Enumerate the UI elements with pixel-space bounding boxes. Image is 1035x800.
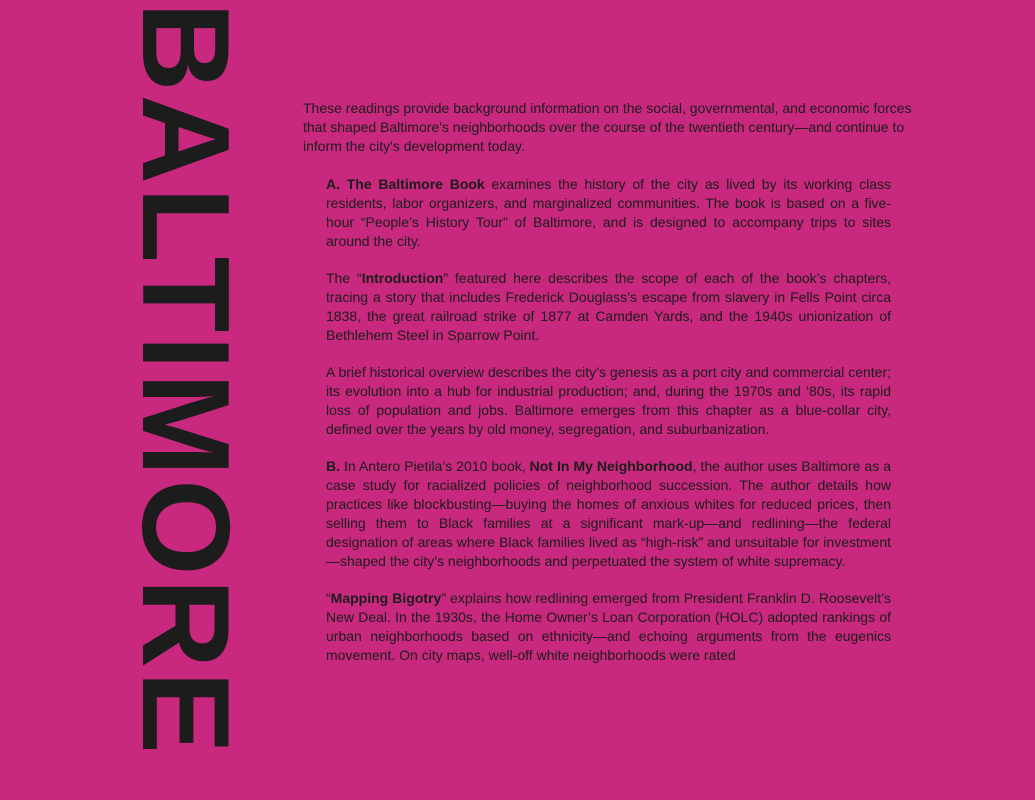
mapping-bigotry-open-quote: “ <box>326 590 331 606</box>
readings-content <box>326 175 891 683</box>
section-b-heading: B. <box>326 458 340 474</box>
mapping-bigotry-paragraph <box>326 589 891 665</box>
introduction-open-quote: The “ <box>326 270 362 286</box>
section-b-paragraph <box>326 457 891 571</box>
mapping-bigotry-title: Mapping Bigotry <box>330 590 442 606</box>
intro-paragraph: These readings provide background information on the social, governmental, and economic forces that shaped Baltimore's neighborhoods over the course of the twentieth century—and continue to inform the city's development today. <box>303 100 912 154</box>
book-title: Not In My Neighborhood <box>529 458 693 474</box>
vertical-title <box>116 2 254 798</box>
section-b-text-b: , the author uses Baltimore as a case study for racialized policies of neighborhood succession. The author details how practices like blockbusting—buying the homes of anxious whites for reduced prices, then selling them to Black families at a significant mark-up—and redlining—the federal designation of areas where Black families lived as “high-risk” and unsuitable for investment—shaped the city’s neighborhoods and perpetuated the system of white supremacy. <box>326 458 891 569</box>
introduction-title: Introduction <box>361 270 444 286</box>
section-b-text-a: In Antero Pietila’s 2010 book, <box>340 458 530 474</box>
section-a-heading: A. The Baltimore Book <box>326 176 485 192</box>
mapping-bigotry-text: ” explains how redlining emerged from President Franklin D. Roosevelt’s New Deal. In the 1930s, the Home Owner’s Loan Corporation (HOLC) adopted rankings of urban neighborhoods based on ethnicity—and echoing arguments from the eugenics movement. On city maps, well-off white neighborhoods were rated <box>326 590 892 663</box>
overview-paragraph: A brief historical overview describes the city’s genesis as a port city and commercial center; its evolution into a hub for industrial production; and, during the 1970s and ‘80s, its rapid loss of population and jobs. Baltimore emerges from this chapter as a blue-collar city, defined over the years by old money, segregation, and suburbanization. <box>326 364 891 437</box>
title-text: BALTIMORE <box>116 2 254 757</box>
introduction-text: ” featured here describes the scope of each of the book’s chapters, tracing a story that includes Frederick Douglass’s escape from slavery in Fells Point circa 1838, the great railroad strike of 1877 at Camden Yards, and the 1940s unionization of Bethlehem Steel in Sparrow Point. <box>326 270 891 343</box>
introduction-paragraph <box>326 269 891 345</box>
section-a-text: examines the history of the city as lived by its working class residents, labor organizers, and marginalized communities. The book is based on a five-hour “People’s History Tour” of Baltimore, and is designed to accompany trips to sites around the city. <box>326 176 891 249</box>
section-a-paragraph <box>326 175 891 251</box>
